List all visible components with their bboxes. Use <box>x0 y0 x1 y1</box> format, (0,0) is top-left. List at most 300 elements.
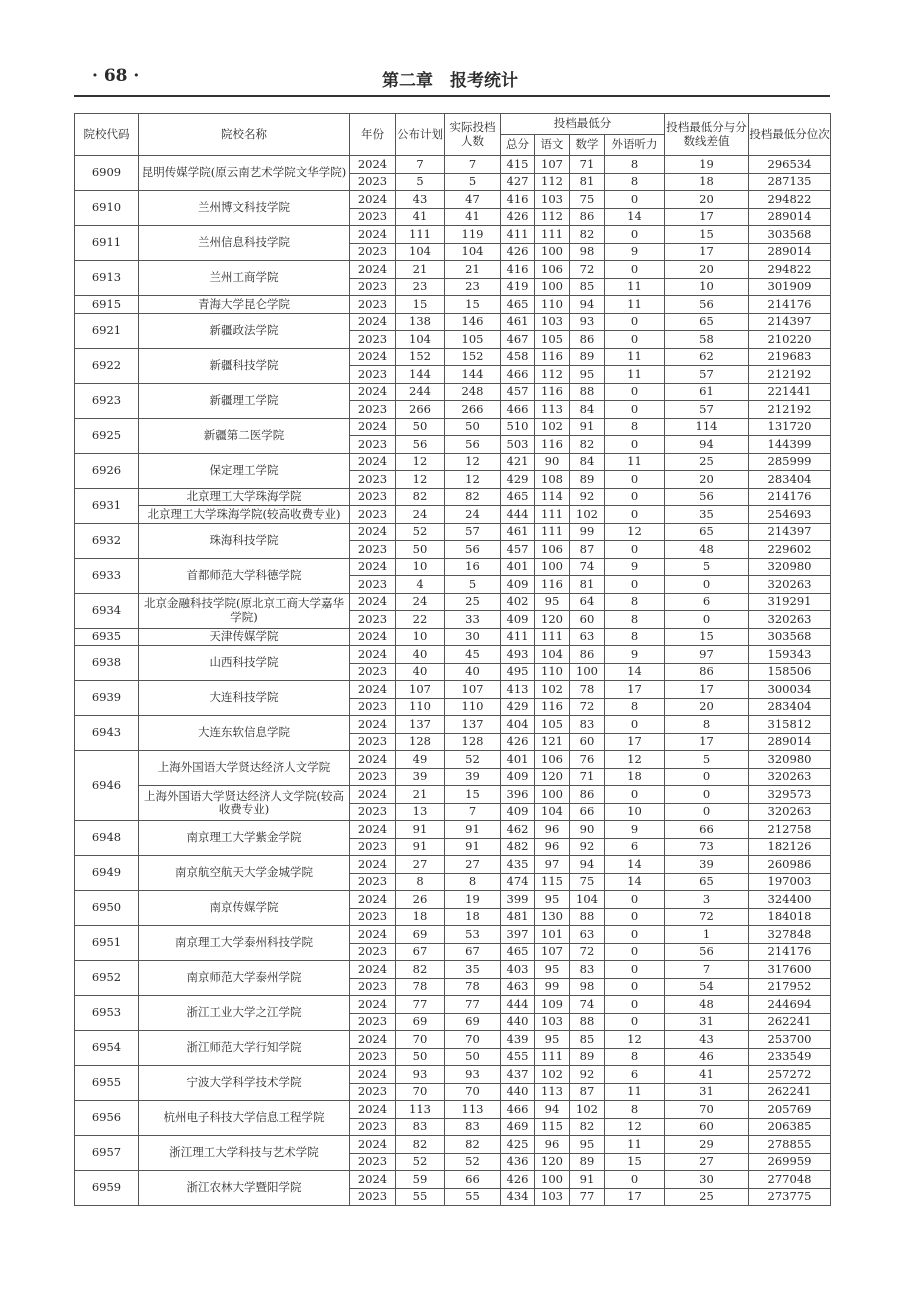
math-score-cell: 83 <box>570 961 605 979</box>
chinese-score-cell: 99 <box>535 978 570 996</box>
rank-cell: 283404 <box>749 471 831 489</box>
plan-cell: 82 <box>396 488 445 506</box>
year-cell: 2023 <box>350 278 396 296</box>
rank-cell: 260986 <box>749 856 831 874</box>
listening-score-cell: 8 <box>605 156 665 174</box>
school-code: 6921 <box>75 313 139 348</box>
school-code: 6951 <box>75 926 139 961</box>
year-cell: 2023 <box>350 698 396 716</box>
score-diff-cell: 5 <box>665 558 749 576</box>
total-score-cell: 415 <box>501 156 535 174</box>
listening-score-cell: 9 <box>605 558 665 576</box>
year-cell: 2023 <box>350 873 396 891</box>
total-score-cell: 457 <box>501 383 535 401</box>
actual-cell: 5 <box>445 173 501 191</box>
year-cell: 2023 <box>350 803 396 821</box>
total-score-cell: 461 <box>501 313 535 331</box>
math-score-cell: 89 <box>570 1048 605 1066</box>
actual-cell: 18 <box>445 908 501 926</box>
school-code: 6923 <box>75 383 139 418</box>
year-cell: 2024 <box>350 156 396 174</box>
plan-cell: 4 <box>396 576 445 594</box>
actual-cell: 107 <box>445 681 501 699</box>
year-cell: 2023 <box>350 243 396 261</box>
math-score-cell: 71 <box>570 768 605 786</box>
school-code: 6954 <box>75 1031 139 1066</box>
chinese-score-cell: 104 <box>535 803 570 821</box>
listening-score-cell: 10 <box>605 803 665 821</box>
table-row <box>75 313 831 331</box>
score-diff-cell: 58 <box>665 331 749 349</box>
col-math: 数学 <box>570 135 605 156</box>
year-cell: 2023 <box>350 978 396 996</box>
chinese-score-cell: 105 <box>535 331 570 349</box>
plan-cell: 69 <box>396 926 445 944</box>
year-cell: 2024 <box>350 1171 396 1189</box>
listening-score-cell: 12 <box>605 751 665 769</box>
actual-cell: 15 <box>445 296 501 314</box>
chinese-score-cell: 115 <box>535 1118 570 1136</box>
table-header <box>75 114 831 156</box>
actual-cell: 69 <box>445 1013 501 1031</box>
rank-cell: 257272 <box>749 1066 831 1084</box>
actual-cell: 152 <box>445 348 501 366</box>
score-diff-cell: 65 <box>665 523 749 541</box>
year-cell: 2023 <box>350 576 396 594</box>
admission-table <box>74 113 831 1206</box>
total-score-cell: 463 <box>501 978 535 996</box>
school-code: 6934 <box>75 593 139 628</box>
total-score-cell: 482 <box>501 838 535 856</box>
rank-cell: 233549 <box>749 1048 831 1066</box>
listening-score-cell: 0 <box>605 191 665 209</box>
table-row <box>75 681 831 699</box>
plan-cell: 13 <box>396 803 445 821</box>
plan-cell: 10 <box>396 628 445 646</box>
total-score-cell: 465 <box>501 296 535 314</box>
total-score-cell: 465 <box>501 943 535 961</box>
listening-score-cell: 14 <box>605 208 665 226</box>
math-score-cell: 88 <box>570 908 605 926</box>
rank-cell: 214397 <box>749 313 831 331</box>
total-score-cell: 404 <box>501 716 535 734</box>
school-code: 6933 <box>75 558 139 593</box>
year-cell: 2024 <box>350 716 396 734</box>
chinese-score-cell: 96 <box>535 1136 570 1154</box>
score-diff-cell: 10 <box>665 278 749 296</box>
total-score-cell: 440 <box>501 1013 535 1031</box>
listening-score-cell: 14 <box>605 663 665 681</box>
plan-cell: 82 <box>396 1136 445 1154</box>
actual-cell: 105 <box>445 331 501 349</box>
math-score-cell: 76 <box>570 751 605 769</box>
chinese-score-cell: 96 <box>535 838 570 856</box>
math-score-cell: 75 <box>570 191 605 209</box>
score-diff-cell: 0 <box>665 768 749 786</box>
school-code: 6959 <box>75 1171 139 1206</box>
total-score-cell: 466 <box>501 401 535 419</box>
school-name: 珠海科技学院 <box>139 523 350 558</box>
rank-cell: 303568 <box>749 628 831 646</box>
rank-cell: 210220 <box>749 331 831 349</box>
score-diff-cell: 56 <box>665 943 749 961</box>
plan-cell: 91 <box>396 838 445 856</box>
school-name: 新疆政法学院 <box>139 313 350 348</box>
chinese-score-cell: 103 <box>535 1013 570 1031</box>
listening-score-cell: 0 <box>605 506 665 524</box>
score-diff-cell: 39 <box>665 856 749 874</box>
chinese-score-cell: 110 <box>535 296 570 314</box>
chinese-score-cell: 114 <box>535 488 570 506</box>
year-cell: 2023 <box>350 611 396 629</box>
school-code: 6922 <box>75 348 139 383</box>
table-row <box>75 891 831 909</box>
listening-score-cell: 0 <box>605 576 665 594</box>
table-row <box>75 506 831 524</box>
plan-cell: 113 <box>396 1101 445 1119</box>
plan-cell: 70 <box>396 1083 445 1101</box>
chinese-score-cell: 120 <box>535 1153 570 1171</box>
actual-cell: 47 <box>445 191 501 209</box>
listening-score-cell: 8 <box>605 698 665 716</box>
chinese-score-cell: 130 <box>535 908 570 926</box>
total-score-cell: 466 <box>501 1101 535 1119</box>
total-score-cell: 416 <box>501 261 535 279</box>
year-cell: 2024 <box>350 1136 396 1154</box>
year-cell: 2023 <box>350 1013 396 1031</box>
chinese-score-cell: 103 <box>535 313 570 331</box>
math-score-cell: 88 <box>570 1013 605 1031</box>
score-diff-cell: 94 <box>665 436 749 454</box>
rank-cell: 296534 <box>749 156 831 174</box>
col-year: 年份 <box>350 114 396 156</box>
plan-cell: 52 <box>396 523 445 541</box>
school-name: 兰州工商学院 <box>139 261 350 296</box>
total-score-cell: 455 <box>501 1048 535 1066</box>
school-code: 6931 <box>75 488 139 523</box>
table-row <box>75 628 831 646</box>
listening-score-cell: 9 <box>605 821 665 839</box>
total-score-cell: 457 <box>501 541 535 559</box>
plan-cell: 78 <box>396 978 445 996</box>
total-score-cell: 444 <box>501 506 535 524</box>
year-cell: 2024 <box>350 191 396 209</box>
year-cell: 2023 <box>350 208 396 226</box>
actual-cell: 25 <box>445 593 501 611</box>
school-code: 6939 <box>75 681 139 716</box>
math-score-cell: 86 <box>570 646 605 664</box>
school-name: 浙江师范大学行知学院 <box>139 1031 350 1066</box>
chinese-score-cell: 102 <box>535 1066 570 1084</box>
actual-cell: 16 <box>445 558 501 576</box>
score-diff-cell: 20 <box>665 698 749 716</box>
school-name: 上海外国语大学贤达经济人文学院(较高收费专业) <box>139 786 350 821</box>
plan-cell: 18 <box>396 908 445 926</box>
actual-cell: 70 <box>445 1083 501 1101</box>
school-name: 新疆理工学院 <box>139 383 350 418</box>
listening-score-cell: 8 <box>605 611 665 629</box>
score-diff-cell: 0 <box>665 786 749 804</box>
year-cell: 2023 <box>350 366 396 384</box>
score-diff-cell: 8 <box>665 716 749 734</box>
table-row <box>75 226 831 244</box>
rank-cell: 324400 <box>749 891 831 909</box>
actual-cell: 110 <box>445 698 501 716</box>
listening-score-cell: 0 <box>605 943 665 961</box>
math-score-cell: 93 <box>570 313 605 331</box>
year-cell: 2024 <box>350 751 396 769</box>
school-name: 新疆科技学院 <box>139 348 350 383</box>
score-diff-cell: 0 <box>665 803 749 821</box>
school-code: 6911 <box>75 226 139 261</box>
math-score-cell: 82 <box>570 1118 605 1136</box>
plan-cell: 39 <box>396 768 445 786</box>
actual-cell: 8 <box>445 873 501 891</box>
chinese-score-cell: 107 <box>535 943 570 961</box>
listening-score-cell: 11 <box>605 348 665 366</box>
actual-cell: 24 <box>445 506 501 524</box>
total-score-cell: 409 <box>501 803 535 821</box>
rank-cell: 229602 <box>749 541 831 559</box>
chinese-score-cell: 115 <box>535 873 570 891</box>
chinese-score-cell: 103 <box>535 191 570 209</box>
math-score-cell: 72 <box>570 261 605 279</box>
actual-cell: 119 <box>445 226 501 244</box>
year-cell: 2024 <box>350 1066 396 1084</box>
listening-score-cell: 0 <box>605 786 665 804</box>
year-cell: 2023 <box>350 173 396 191</box>
math-score-cell: 89 <box>570 348 605 366</box>
chinese-score-cell: 104 <box>535 646 570 664</box>
year-cell: 2023 <box>350 768 396 786</box>
total-score-cell: 426 <box>501 1171 535 1189</box>
chinese-score-cell: 96 <box>535 821 570 839</box>
year-cell: 2023 <box>350 908 396 926</box>
chinese-score-cell: 90 <box>535 453 570 471</box>
listening-score-cell: 18 <box>605 768 665 786</box>
score-diff-cell: 15 <box>665 628 749 646</box>
actual-cell: 83 <box>445 1118 501 1136</box>
plan-cell: 10 <box>396 558 445 576</box>
chinese-score-cell: 100 <box>535 278 570 296</box>
actual-cell: 7 <box>445 156 501 174</box>
listening-score-cell: 8 <box>605 593 665 611</box>
score-diff-cell: 97 <box>665 646 749 664</box>
table-row <box>75 1136 831 1154</box>
total-score-cell: 510 <box>501 418 535 436</box>
score-diff-cell: 6 <box>665 593 749 611</box>
rank-cell: 287135 <box>749 173 831 191</box>
chinese-score-cell: 120 <box>535 611 570 629</box>
actual-cell: 266 <box>445 401 501 419</box>
actual-cell: 33 <box>445 611 501 629</box>
year-cell: 2023 <box>350 541 396 559</box>
table-row <box>75 751 831 769</box>
year-cell: 2024 <box>350 523 396 541</box>
actual-cell: 35 <box>445 961 501 979</box>
listening-score-cell: 0 <box>605 313 665 331</box>
year-cell: 2023 <box>350 471 396 489</box>
total-score-cell: 426 <box>501 243 535 261</box>
rank-cell: 212192 <box>749 401 831 419</box>
listening-score-cell: 15 <box>605 1153 665 1171</box>
total-score-cell: 421 <box>501 453 535 471</box>
score-diff-cell: 29 <box>665 1136 749 1154</box>
actual-cell: 41 <box>445 208 501 226</box>
rank-cell: 182126 <box>749 838 831 856</box>
listening-score-cell: 0 <box>605 908 665 926</box>
total-score-cell: 426 <box>501 208 535 226</box>
chinese-score-cell: 100 <box>535 558 570 576</box>
chinese-score-cell: 100 <box>535 243 570 261</box>
actual-cell: 137 <box>445 716 501 734</box>
plan-cell: 82 <box>396 961 445 979</box>
listening-score-cell: 8 <box>605 1048 665 1066</box>
plan-cell: 41 <box>396 208 445 226</box>
score-diff-cell: 1 <box>665 926 749 944</box>
score-diff-cell: 17 <box>665 681 749 699</box>
rank-cell: 289014 <box>749 208 831 226</box>
chinese-score-cell: 103 <box>535 1188 570 1206</box>
rank-cell: 254693 <box>749 506 831 524</box>
total-score-cell: 461 <box>501 523 535 541</box>
school-name: 北京理工大学珠海学院 <box>139 488 350 506</box>
math-score-cell: 72 <box>570 698 605 716</box>
chinese-score-cell: 111 <box>535 523 570 541</box>
actual-cell: 30 <box>445 628 501 646</box>
rank-cell: 205769 <box>749 1101 831 1119</box>
math-score-cell: 86 <box>570 208 605 226</box>
chinese-score-cell: 106 <box>535 751 570 769</box>
listening-score-cell: 0 <box>605 488 665 506</box>
actual-cell: 70 <box>445 1031 501 1049</box>
rank-cell: 320980 <box>749 558 831 576</box>
total-score-cell: 426 <box>501 733 535 751</box>
actual-cell: 52 <box>445 1153 501 1171</box>
table-body <box>75 156 831 1206</box>
math-score-cell: 60 <box>570 611 605 629</box>
table-row <box>75 523 831 541</box>
school-name: 大连东软信息学院 <box>139 716 350 751</box>
table-row <box>75 593 831 611</box>
actual-cell: 39 <box>445 768 501 786</box>
chinese-score-cell: 102 <box>535 418 570 436</box>
plan-cell: 104 <box>396 331 445 349</box>
year-cell: 2024 <box>350 646 396 664</box>
total-score-cell: 469 <box>501 1118 535 1136</box>
listening-score-cell: 0 <box>605 716 665 734</box>
math-score-cell: 74 <box>570 996 605 1014</box>
table-row <box>75 418 831 436</box>
table-row <box>75 488 831 506</box>
math-score-cell: 77 <box>570 1188 605 1206</box>
rank-cell: 301909 <box>749 278 831 296</box>
listening-score-cell: 0 <box>605 996 665 1014</box>
year-cell: 2024 <box>350 453 396 471</box>
school-name: 保定理工学院 <box>139 453 350 488</box>
score-diff-cell: 17 <box>665 243 749 261</box>
math-score-cell: 94 <box>570 296 605 314</box>
rank-cell: 294822 <box>749 261 831 279</box>
school-code: 6935 <box>75 628 139 646</box>
math-score-cell: 95 <box>570 1136 605 1154</box>
score-diff-cell: 19 <box>665 156 749 174</box>
school-name: 南京航空航天大学金城学院 <box>139 856 350 891</box>
math-score-cell: 86 <box>570 331 605 349</box>
year-cell: 2024 <box>350 1031 396 1049</box>
school-name: 天津传媒学院 <box>139 628 350 646</box>
school-code: 6926 <box>75 453 139 488</box>
rank-cell: 144399 <box>749 436 831 454</box>
listening-score-cell: 0 <box>605 926 665 944</box>
school-code: 6946 <box>75 751 139 821</box>
col-plan: 公布计划 <box>396 114 445 156</box>
plan-cell: 8 <box>396 873 445 891</box>
listening-score-cell: 11 <box>605 366 665 384</box>
school-name: 南京理工大学泰州科技学院 <box>139 926 350 961</box>
score-diff-cell: 60 <box>665 1118 749 1136</box>
plan-cell: 12 <box>396 453 445 471</box>
year-cell: 2024 <box>350 348 396 366</box>
year-cell: 2023 <box>350 663 396 681</box>
plan-cell: 26 <box>396 891 445 909</box>
score-diff-cell: 56 <box>665 296 749 314</box>
chinese-score-cell: 111 <box>535 226 570 244</box>
listening-score-cell: 8 <box>605 418 665 436</box>
year-cell: 2024 <box>350 856 396 874</box>
total-score-cell: 416 <box>501 191 535 209</box>
school-code: 6938 <box>75 646 139 681</box>
listening-score-cell: 8 <box>605 1101 665 1119</box>
chinese-score-cell: 113 <box>535 1083 570 1101</box>
chinese-score-cell: 110 <box>535 663 570 681</box>
math-score-cell: 89 <box>570 1153 605 1171</box>
plan-cell: 52 <box>396 1153 445 1171</box>
school-code: 6956 <box>75 1101 139 1136</box>
table-row <box>75 348 831 366</box>
year-cell: 2023 <box>350 838 396 856</box>
plan-cell: 50 <box>396 418 445 436</box>
year-cell: 2023 <box>350 296 396 314</box>
score-diff-cell: 57 <box>665 366 749 384</box>
chinese-score-cell: 95 <box>535 1031 570 1049</box>
actual-cell: 77 <box>445 996 501 1014</box>
year-cell: 2024 <box>350 786 396 804</box>
year-cell: 2024 <box>350 418 396 436</box>
math-score-cell: 102 <box>570 506 605 524</box>
score-diff-cell: 65 <box>665 873 749 891</box>
school-name: 大连科技学院 <box>139 681 350 716</box>
col-code: 院校代码 <box>75 114 139 156</box>
total-score-cell: 437 <box>501 1066 535 1084</box>
total-score-cell: 419 <box>501 278 535 296</box>
table-row <box>75 1031 831 1049</box>
rank-cell: 317600 <box>749 961 831 979</box>
year-cell: 2023 <box>350 436 396 454</box>
actual-cell: 52 <box>445 751 501 769</box>
math-score-cell: 99 <box>570 523 605 541</box>
school-name: 宁波大学科学技术学院 <box>139 1066 350 1101</box>
chinese-score-cell: 111 <box>535 628 570 646</box>
plan-cell: 93 <box>396 1066 445 1084</box>
total-score-cell: 397 <box>501 926 535 944</box>
total-score-cell: 435 <box>501 856 535 874</box>
score-diff-cell: 27 <box>665 1153 749 1171</box>
actual-cell: 27 <box>445 856 501 874</box>
col-min-score-group: 投档最低分 <box>501 114 665 135</box>
plan-cell: 110 <box>396 698 445 716</box>
actual-cell: 50 <box>445 1048 501 1066</box>
